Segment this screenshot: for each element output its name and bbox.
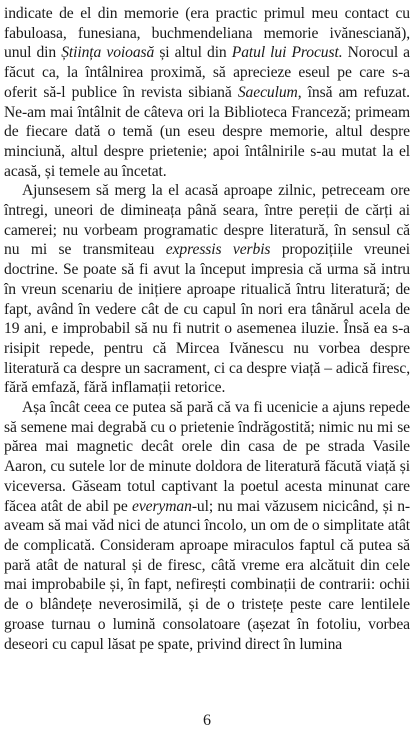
text-run: , însă am refuzat. Ne-am mai întâlnit de câteva ori la Biblioteca Franceză; primeam de fiecare dată o temă (un eseu despre memorie, altul despre minciună, altul despre prietenie; apoi întâlnirile s-au mutat la el acasă, și temele au încetat. — [4, 83, 410, 180]
book-page — [4, 4, 410, 740]
italic-text: Știința voioasă — [61, 44, 155, 62]
italic-text: expressis verbis — [165, 241, 271, 259]
page-number: 6 — [203, 712, 211, 729]
text-run: Norocul a făcut ca, la întâlnirea proximă, să aprecieze eseul pe care s-a oferit să-l publice în revista sibiană — [4, 44, 410, 101]
text-run: indicate de el din memorie (era practic primul meu contact cu fabuloasa, funesiana, buchmendeliana memorie ivănesciană), unul din — [4, 5, 410, 62]
text-run: Ajunsesem să merg la el acasă aproape zilnic, petreceam ore întregi, uneori de dimineața până seara, între pereții de cărți ai camerei; nu vorbeam programatic despre literatură, în sensul că nu mi se transmiteau — [4, 182, 410, 259]
body-text — [4, 4, 410, 654]
text-run: și altul din — [154, 44, 232, 62]
paragraph-2 — [4, 181, 410, 398]
text-run: Așa încât ceea ce putea să pară că va fi ucenicie a ajuns repede să semene mai degrabă cu o prietenie îndrăgostită; nimic nu mi se părea mai magnetic decât orele din casa de pe strada Vasile Aaron, cu sutele lor de minute doldora de literatură făcută viață și viceversa. Găseam totul captivant la poetul acesta minunat care făcea atât de abil pe — [4, 399, 410, 515]
text-run: propozițiile vreunei doctrine. Se poate să fi avut la început impresia că urma să intru în vreun scenariu de inițiere aproape ritualică întru literatură; de fapt, având în vedere cât de cu capul în nori era tânărul acela de 19 ani, e improbabil să nu fi nutrit o asemenea iluzie. Însă ea s-a risipit repede, pentru că Mircea Ivănescu nu vorbea despre literatură ca despre un sacrament, ci ca despre viață – adică firesc, fără emfază, fără inflamații retorice. — [4, 241, 410, 397]
paragraph-1 — [4, 4, 410, 181]
text-run: -ul; nu mai văzusem nicicând, și n-aveam să mai văd nici de atunci încolo, un om de o simplitate atât de complicată. Consideram aproape miraculos faptul că putea să pară atât de natural și de firesc, câtă vreme era alcătuit din cele mai improbabile și, în fapt, nefirești combinații de contrarii: ochii de o blândețe neverosimilă, și de o tristețe peste care lentilele groase turnau o lumină consolatoare (așezat în fotoliu, vorbea deseori cu capul lăsat pe spate, privind direct în lumina — [4, 497, 410, 653]
italic-text: Patul lui Procust. — [231, 44, 343, 62]
paragraph-3 — [4, 398, 410, 654]
italic-text: everyman — [132, 497, 192, 515]
italic-text: Saeculum — [237, 83, 298, 101]
